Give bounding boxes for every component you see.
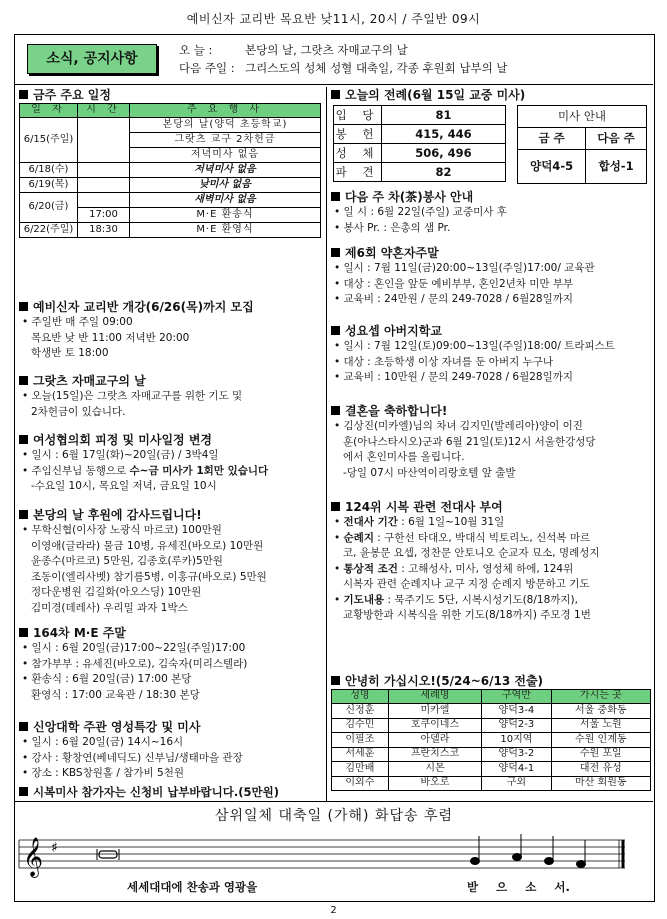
section-title: 제6회 약혼자주말 [331, 245, 651, 261]
section-title: 그랏츠 자매교구의 날 [19, 373, 325, 389]
section-title: 안녕히 가십시오!(5/24~6/13 전출) [331, 673, 651, 689]
section-title: 시복미사 참가자는 신청비 납부바랍니다.(5만원) [19, 784, 325, 800]
donation-section [19, 507, 325, 616]
section-title: 오늘의 전례(6월 15일 교중 미사) [331, 87, 651, 103]
beatification-fee-section [19, 784, 325, 800]
info-line: • 통상적 조건 : 고해성사, 미사, 영성체 하에, 124위 [331, 562, 651, 578]
lyric-line: 세세대대에 찬송과 영광을 [127, 880, 258, 894]
info-line: • 순례지 : 구한선 타대오, 박대식 빅토리노, 신석복 마르 [331, 531, 651, 547]
news-line: 오 늘 : 본당의 날, 그랏츠 자매교구의 날 [179, 43, 408, 57]
page-header: 예비신자 교리반 목요반 낮11시, 20시 / 주일반 09시 [186, 12, 481, 26]
info-line: • 주임신부님 동행으로 수~금 미사가 1회만 있습니다 [19, 464, 325, 480]
info-line: • 장소 : KBS창원홀 / 참가비 5천원 [19, 766, 325, 782]
info-line: • 교육비 : 10만원 / 문의 249-7028 / 6월28일까지 [331, 370, 651, 386]
news-lines [179, 41, 508, 77]
table-row: 6/20(금) 새벽미사 없음 [20, 193, 321, 208]
column-header: 성명 [332, 690, 389, 704]
table-row: 입 당 81 [334, 106, 506, 125]
info-line: 2차헌금이 있습니다. [31, 405, 126, 418]
page-number: 2 [330, 905, 337, 916]
section-title: 본당의 날 후원에 감사드립니다! [19, 507, 325, 523]
womens-retreat-section [19, 432, 325, 495]
table-row: 성 체 506, 496 [334, 144, 506, 163]
section-title: 신앙대학 주관 영성특강 및 미사 [19, 719, 325, 735]
info-line: 시복자 관련 순례지나 교구 지정 순례지 방문하고 기도 [343, 578, 590, 590]
catechumen-section [19, 299, 325, 362]
info-line: 정다운병원 김길화(아오스딩) 10만원 [31, 586, 202, 598]
section-title: 예비신자 교리반 개강(6/26(목)까지 모집 [19, 299, 325, 315]
father-school-section [331, 323, 651, 386]
info-line: • 전대사 기간 : 6월 1일~10월 31일 [331, 515, 651, 531]
info-line: 윤종수(마르코) 5만원, 김종호(루카)5만원 [31, 555, 223, 567]
section-title: 164차 M·E 주말 [19, 625, 325, 641]
mass-guide-table: 미사 안내 금 주 다음 주 양덕4-5 합성-1 [517, 105, 647, 184]
info-line: 조동이(엘리사벳) 참기름5병, 이홍규(바오로) 5만원 [31, 570, 267, 583]
column-header: 주 요 행 사 [130, 104, 321, 118]
info-line: • 주일반 매 주일 09:00 [19, 315, 325, 331]
graz-section [19, 373, 325, 420]
table-row: 6/15(주일) 본당의 날(양덕 초등학교) [20, 118, 321, 133]
section-title: 다음 주 차(茶)봉사 안내 [331, 189, 651, 205]
sharp-icon: ♯ [51, 840, 58, 856]
section-title: 금주 주요 일정 [19, 87, 325, 103]
table-row: 김만배 시몬 양덕4-1 대전 유성 [332, 762, 651, 777]
info-line: -수요일 10시, 목요일 저녁, 금요일 10시 [31, 480, 217, 492]
table-row: 6/18(수) 저녁미사 없음 [20, 163, 321, 178]
info-line: 이영애(글라라) 물금 10병, 유세진(바오로) 10만원 [31, 539, 264, 552]
weekly-schedule-section [19, 87, 325, 238]
column-header: 가시는 곳 [551, 690, 650, 704]
info-line: 김미경(데레사) 우리밀 과자 1박스 [31, 601, 188, 614]
farewell-table [331, 689, 651, 791]
info-line: • 기도내용 : 묵주기도 5단, 시복시성기도(8/18까지), [331, 593, 651, 609]
table-row: 파 견 82 [334, 163, 506, 182]
table-row: 김수민 호쿠이네스 양덕2-3 서울 노원 [332, 718, 651, 733]
farewell-section [331, 673, 651, 791]
mass-guide-title: 미사 안내 [518, 106, 647, 128]
bulletin-frame [14, 34, 655, 902]
info-line: • 일시 : 6월 20일(금) 14시~16시 [19, 735, 325, 751]
section-title: 124위 시복 관련 전대사 부여 [331, 499, 651, 515]
column-header: 구역반 [482, 690, 551, 704]
table-row: 봉 헌 415, 446 [334, 125, 506, 144]
indulgence-section [331, 499, 651, 624]
info-line: • 일시 : 7월 11일(금)20:00~13일(주일)17:00/ 교육관 [331, 261, 651, 277]
info-line: 교황방한과 시복식을 위한 기도(8/18까지) 주모경 1번 [343, 609, 591, 621]
info-line: • 무학신협(이사장 노광식 마르코) 100만원 [19, 523, 325, 539]
news-bar [15, 35, 653, 85]
table-row: 이외수 바오로 구외 마산 회원동 [332, 776, 651, 791]
table-row: 이필조 아델라 10지역 수원 인계동 [332, 733, 651, 748]
section-title: 성요셉 아버지학교 [331, 323, 651, 339]
info-line: • 참가부부 : 유세진(바오로), 김숙자(미리스텔라) [19, 657, 325, 673]
treble-clef-icon: 𝄞 [23, 837, 44, 877]
news-badge: 소식, 공지사항 [27, 44, 157, 74]
stats-table [333, 105, 506, 182]
info-line: 훈(아나스타시오)군과 6월 21일(토)12시 서울한강성당 [343, 435, 596, 448]
tea-service-section [331, 189, 651, 236]
info-line: • 대상 : 혼인을 앞둔 예비부부, 혼인2년차 미만 부부 [331, 277, 651, 293]
column-header: 일 자 [20, 104, 78, 118]
breve-note-icon [97, 849, 119, 860]
lyric-line: 받 으 소 서. [467, 880, 570, 894]
info-line: • 환송식 : 6월 20일(금) 17:00 본당 [19, 672, 325, 688]
table-row: 17:00 M·E 환송식 [20, 208, 321, 223]
column-divider [326, 87, 327, 801]
info-line: 환영식 : 17:00 교육관 / 18:30 본당 [31, 688, 200, 701]
column-header: 시 간 [78, 104, 130, 118]
table-row: 신정훈 미카엘 양덕3-4 서울 중화동 [332, 704, 651, 719]
info-line: • 김상진(미카엘)님의 차녀 김지민(발레리아)양이 이진 [331, 419, 651, 435]
engaged-weekend-section [331, 245, 651, 308]
info-line: • 오늘(15일)은 그랏츠 자매교구를 위한 기도 및 [19, 389, 325, 405]
section-title: 결혼을 축하합니다! [331, 403, 651, 419]
score-title: 삼위일체 대축일 (가해) 화답송 후렴 [214, 808, 454, 824]
info-line: -당일 07시 마산역이리랑호텔 앞 출발 [343, 466, 516, 479]
info-line: • 강사 : 황창연(베네딕도) 신부님/생태마을 관장 [19, 751, 325, 767]
info-line: • 대상 : 초등학생 이상 자녀를 둔 아버지 누구나 [331, 355, 651, 371]
info-line: 코, 윤봉문 요셉, 정찬문 안토니오 순교자 묘소, 명례성지 [343, 547, 600, 559]
info-line: 학생반 토 18:00 [31, 347, 109, 359]
table-row: 서세훈 프란치스코 양덕3-2 수원 포일 [332, 747, 651, 762]
section-title: 여성협의회 피정 및 미사일정 변경 [19, 432, 325, 448]
music-staff [15, 830, 653, 880]
info-line: • 일시 : 6월 17일(화)~20일(금) / 3박4일 [19, 448, 325, 464]
liturgy-section [331, 87, 651, 179]
info-line: • 교육비 : 24만원 / 문의 249-7028 / 6월28일까지 [331, 292, 651, 308]
info-line: • 일시 : 6월 20일(금)17:00~22일(주일)17:00 [19, 641, 325, 657]
info-line: • 일시 : 7월 12일(토)09:00~13일(주일)18:00/ 트라피스트 [331, 339, 651, 355]
lecture-section [19, 719, 325, 782]
psalm-response-score [15, 801, 653, 901]
info-line: 에서 혼인미사를 올립니다. [343, 451, 465, 463]
news-line: 다음 주일 : 그리스도의 성체 성혈 대축일, 각종 후원회 납부의 날 [179, 61, 508, 75]
table-row: 그랏츠 교구 2차헌금 [20, 133, 321, 148]
table-row: 6/19(목) 낮미사 없음 [20, 178, 321, 193]
column-header: 세례명 [388, 690, 481, 704]
info-line: • 봉사 Pr. : 은총의 샘 Pr. [331, 221, 651, 237]
wedding-section [331, 403, 651, 481]
schedule-table [19, 103, 321, 238]
table-row: 6/22(주일) 18:30 M·E 환영식 [20, 223, 321, 238]
table-row: 저녁미사 없음 [20, 148, 321, 163]
info-line: • 일 시 : 6월 22일(주일) 교중미사 후 [331, 205, 651, 221]
me-weekend-section [19, 625, 325, 703]
info-line: 목요반 낮 반 11:00 저녁반 20:00 [31, 331, 190, 344]
